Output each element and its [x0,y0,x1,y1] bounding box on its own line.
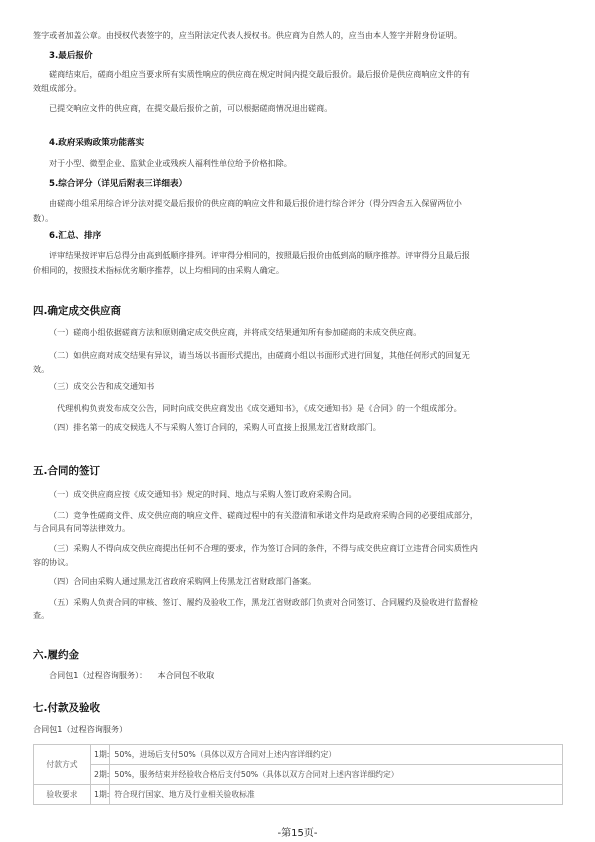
section4-item: （二）如供应商对成交结果有异议，请当场以书面形式提出，由磋商小组以书面形式进行回复，其他任何形式的回复无 [49,350,470,360]
period-index: 1期: [91,785,110,805]
section5-item: 容的协议。 [33,557,74,567]
ranking-para-line1: 评审结果按评审后总得分由高到低顺序排列。评审得分相同的，按照最后报价由低到高的顺序推荐。评审得分且最后报 [49,250,470,260]
section4-item: （一）磋商小组依据磋商方法和原则确定成交供应商，并将成交结果通知所有参加磋商的未成交供应商。 [49,327,422,337]
final-quote-heading: 3.最后报价 [49,51,93,61]
intro-line: 签字或者加盖公章。由授权代表签字的，应当附法定代表人授权书。供应商为自然人的，应当由本人签字并附身份证明。 [33,30,462,40]
policy-para: 对于小型、微型企业、监狱企业或残疾人福利性单位给予价格扣除。 [49,158,292,168]
payment-term: 50%，服务结束并经验收合格后支付50%（具体以双方合同对上述内容详细约定） [110,765,563,785]
section5-item: （三）采购人不得向成交供应商提出任何不合理的要求，作为签订合同的条件，不得与成交供应商订立违背合同实质性内 [49,543,478,553]
section4-heading: 四.确定成交供应商 [33,305,121,317]
section4-item: 代理机构负责发布成交公告，同时向成交供应商发出《成交通知书》，《成交通知书》是《合同》的一个组成部分。 [57,403,462,413]
section5-item: （五）采购人负责合同的审核、签订、履约及验收工作，黑龙江省财政部门负责对合同签订、合同履约及验收进行监督检 [49,597,478,607]
table-row [34,765,563,785]
performance-bond-line: 合同包1（过程咨询服务）： 本合同包不收取 [49,670,215,680]
section7-heading: 七.付款及验收 [33,702,100,714]
section5-heading: 五.合同的签订 [33,465,100,477]
scoring-para-line1: 由磋商小组采用综合评分法对提交最后报价的供应商的响应文件和最后报价进行综合评分（得分四舍五入保留两位小 [49,198,462,208]
period-index: 1期: [91,745,110,765]
acceptance-requirement-label: 验收要求 [34,785,91,805]
final-quote-para-line2: 效组成部分。 [33,83,82,93]
scoring-heading: 5.综合评分（详见后附表三详细表） [49,179,188,189]
payment-method-label: 付款方式 [34,745,91,785]
payment-term: 50%，进场后支付50%（具体以双方合同对上述内容详细约定） [110,745,563,765]
table-row [34,785,563,805]
final-quote-para2: 已提交响应文件的供应商，在提交最后报价之前，可以根据磋商情况退出磋商。 [49,103,333,113]
section4-item: （三）成交公告和成交通知书 [49,381,155,391]
section4-item: （四）排名第一的成交候选人不与采购人签订合同的，采购人可直接上报黑龙江省财政部门。 [49,422,381,432]
policy-heading: 4.政府采购政策功能落实 [49,138,145,148]
section5-item: （一）成交供应商应按《成交通知书》规定的时间、地点与采购人签订政府采购合同。 [49,489,357,499]
payment-acceptance-table [33,744,563,805]
acceptance-term: 符合现行国家、地方及行业相关验收标准 [110,785,563,805]
period-index: 2期: [91,765,110,785]
section6-heading: 六.履约金 [33,649,79,661]
section5-item: （四）合同由采购人通过黑龙江省政府采购网上传黑龙江省财政部门备案。 [49,576,317,586]
ranking-para-line2: 价相同的，按照技术指标优劣顺序推荐，以上均相同的由采购人确定。 [33,265,284,275]
page-number: -第15页- [277,828,318,839]
section5-item: 查。 [33,610,50,620]
section5-item: （二）竞争性磋商文件、成交供应商的响应文件、磋商过程中的有关澄清和承诺文件均是政府采购合同的必要组成部分， [49,510,478,520]
scoring-para-line2: 数）。 [33,213,54,223]
section5-item: 与合同具有同等法律效力。 [33,523,131,533]
ranking-heading: 6.汇总、排序 [49,231,102,241]
section4-item: 效。 [33,364,50,374]
final-quote-para-line1: 磋商结束后，磋商小组应当要求所有实质性响应的供应商在规定时间内提交最后报价。最后报价是供应商响应文件的有 [49,69,470,79]
table-row [34,745,563,765]
contract-package-label: 合同包1（过程咨询服务） [33,724,128,734]
